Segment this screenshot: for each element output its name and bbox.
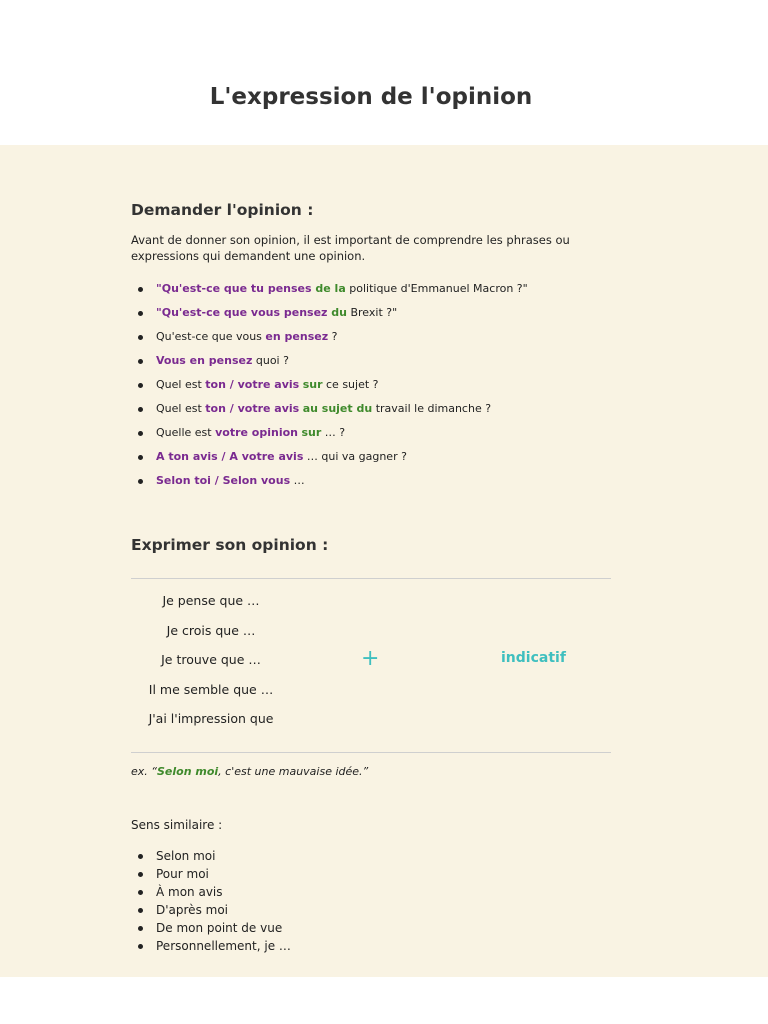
page-title: L'expression de l'opinion: [209, 84, 533, 110]
list-item: Qu'est-ce que vous en pensez ?: [131, 328, 528, 352]
phrase-item: Je pense que …: [162, 593, 260, 608]
list-item: Selon moi: [131, 847, 291, 865]
list-item: "Qu'est-ce que vous pensez du Brexit ?": [131, 304, 528, 328]
section-title-express: Exprimer son opinion :: [131, 536, 329, 554]
list-item: Selon toi / Selon vous …: [131, 472, 528, 496]
example-sentence: ex. “Selon moi, c'est une mauvaise idée.”: [131, 765, 369, 778]
ask-list: [131, 280, 528, 496]
plus-icon: +: [361, 646, 380, 671]
content-panel: [0, 145, 768, 977]
list-item: D'après moi: [131, 901, 291, 919]
similar-list: [131, 847, 291, 955]
divider: [131, 578, 611, 579]
list-item: Pour moi: [131, 865, 291, 883]
list-item: A ton avis / A votre avis … qui va gagner ?: [131, 448, 528, 472]
mode-label: indicatif: [501, 650, 566, 666]
phrase-item: J'ai l'impression que: [148, 711, 274, 726]
phrase-item: Je trouve que …: [161, 652, 261, 667]
list-item: De mon point de vue: [131, 919, 291, 937]
list-item: À mon avis: [131, 883, 291, 901]
intro-paragraph: Avant de donner son opinion, il est important de comprendre les phrases ou expressions qui demandent une opinion.: [131, 233, 570, 263]
phrase-item: Il me semble que …: [148, 682, 274, 697]
list-item: "Qu'est-ce que tu penses de la politique d'Emmanuel Macron ?": [131, 280, 528, 304]
divider: [131, 752, 611, 753]
section-title-ask: Demander l'opinion :: [131, 201, 314, 219]
list-item: Personnellement, je …: [131, 937, 291, 955]
similar-title: Sens similaire :: [131, 818, 223, 832]
list-item: Vous en pensez quoi ?: [131, 352, 528, 376]
list-item: Quel est ton / votre avis au sujet du travail le dimanche ?: [131, 400, 528, 424]
phrase-item: Je crois que …: [166, 623, 256, 638]
list-item: Quel est ton / votre avis sur ce sujet ?: [131, 376, 528, 400]
list-item: Quelle est votre opinion sur … ?: [131, 424, 528, 448]
